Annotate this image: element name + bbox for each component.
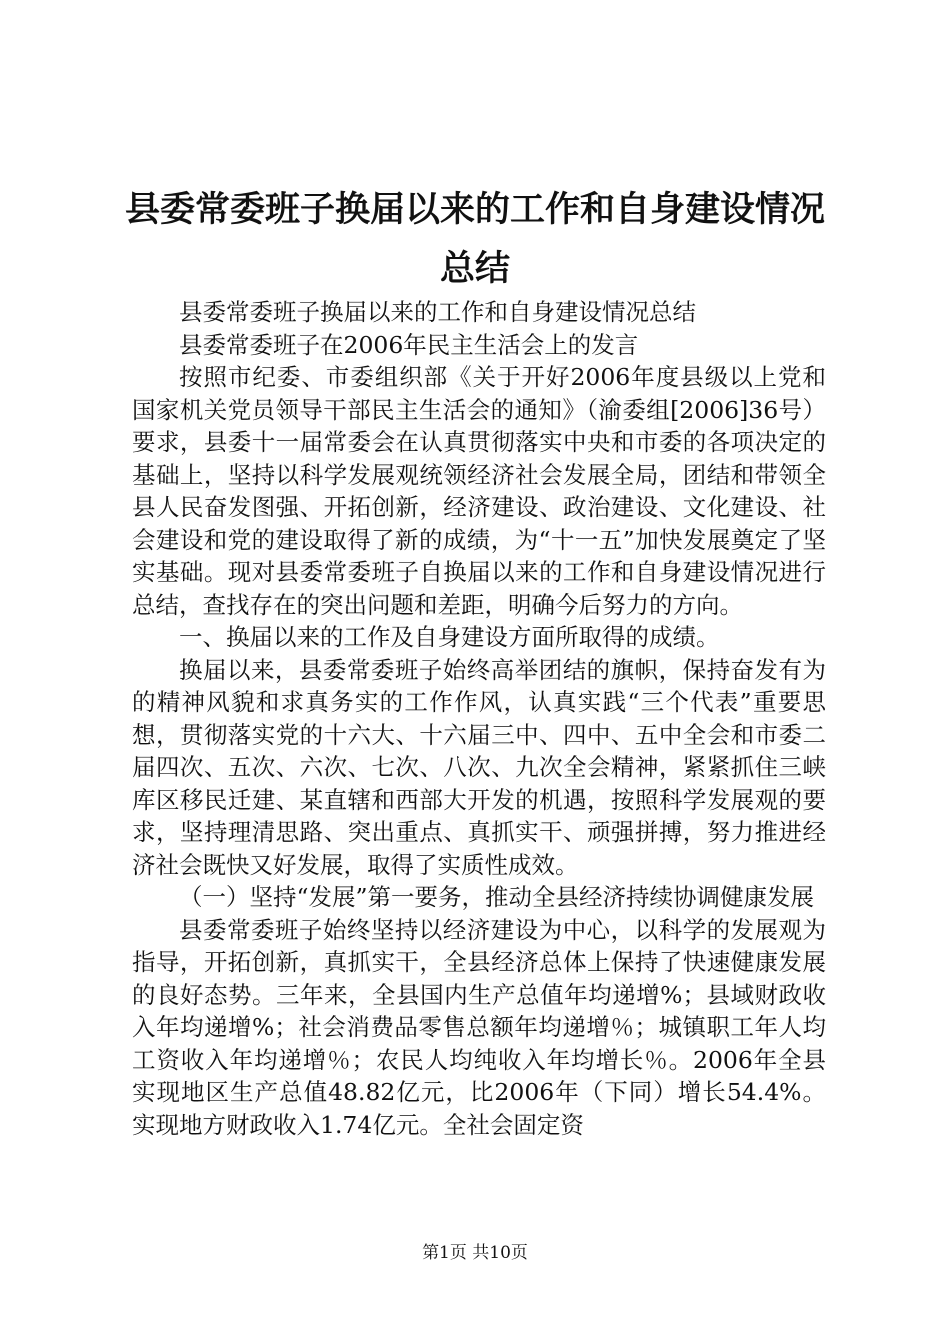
paragraph: 按照市纪委、市委组织部《关于开好2006年度县级以上党和国家机关党员领导干部民主生活会的通知》（渝委组[2006]36号）要求，县委十一届常委会在认真贯彻落实中央和市委的各项决定的基础上，坚持以科学发展观统领经济社会发展全局，团结和带领全县人民奋发图强、开拓创新，经济建设、政治建设、文化建设、社会建设和党的建设取得了新的成绩，为“十一五”加快发展奠定了坚实基础。现对县委常委班子自换届以来的工作和自身建设情况进行总结，查找存在的突出问题和差距，明确今后努力的方向。 [132, 363, 826, 619]
document-title-line2: 总结 [439, 249, 510, 289]
paragraph: 换届以来，县委常委班子始终高举团结的旗帜，保持奋发有为的精神风貌和求真务实的工作作风，认真实践“三个代表”重要思想，贯彻落实党的十六大、十六届三中、四中、五中全会和市委二届四次、五次、六次、七次、八次、九次全会精神，紧紧抓住三峡库区移民迁建、某直辖和西部大开发的机遇，按照科学发展观的要求，坚持理清思路、突出重点、真抓实干、顽强拼搏，努力推进经济社会既快又好发展，取得了实质性成效。 [132, 655, 826, 879]
section-heading: 一、换届以来的工作及自身建设方面所取得的成绩。 [179, 623, 720, 651]
document-body [132, 296, 826, 1141]
paragraph-speech-title: 县委常委班子在2006年民主生活会上的发言 [179, 330, 639, 359]
page-footer: 第1页 共10页 [422, 1243, 528, 1263]
document-title-line1: 县委常委班子换届以来的工作和自身建设情况 [124, 190, 825, 230]
subsection-heading: （一）坚持“发展”第一要务，推动全县经济持续协调健康发展 [179, 883, 815, 911]
paragraph: 县委常委班子始终坚持以经济建设为中心，以科学的发展观为指导，开拓创新，真抓实干，全县经济总体上保持了快速健康发展的良好态势。三年来，全县国内生产总值年均递增%；县域财政收入年均递增%；社会消费品零售总额年均递增％；城镇职工年人均工资收入年均递增％；农民人均纯收入年均增长％。2006年全县实现地区生产总值48.82亿元，比2006年（下同）增长54.4%。实现地方财政收入1.74亿元。全社会固定资 [132, 915, 826, 1139]
paragraph-subtitle: 县委常委班子换届以来的工作和自身建设情况总结 [179, 298, 696, 326]
